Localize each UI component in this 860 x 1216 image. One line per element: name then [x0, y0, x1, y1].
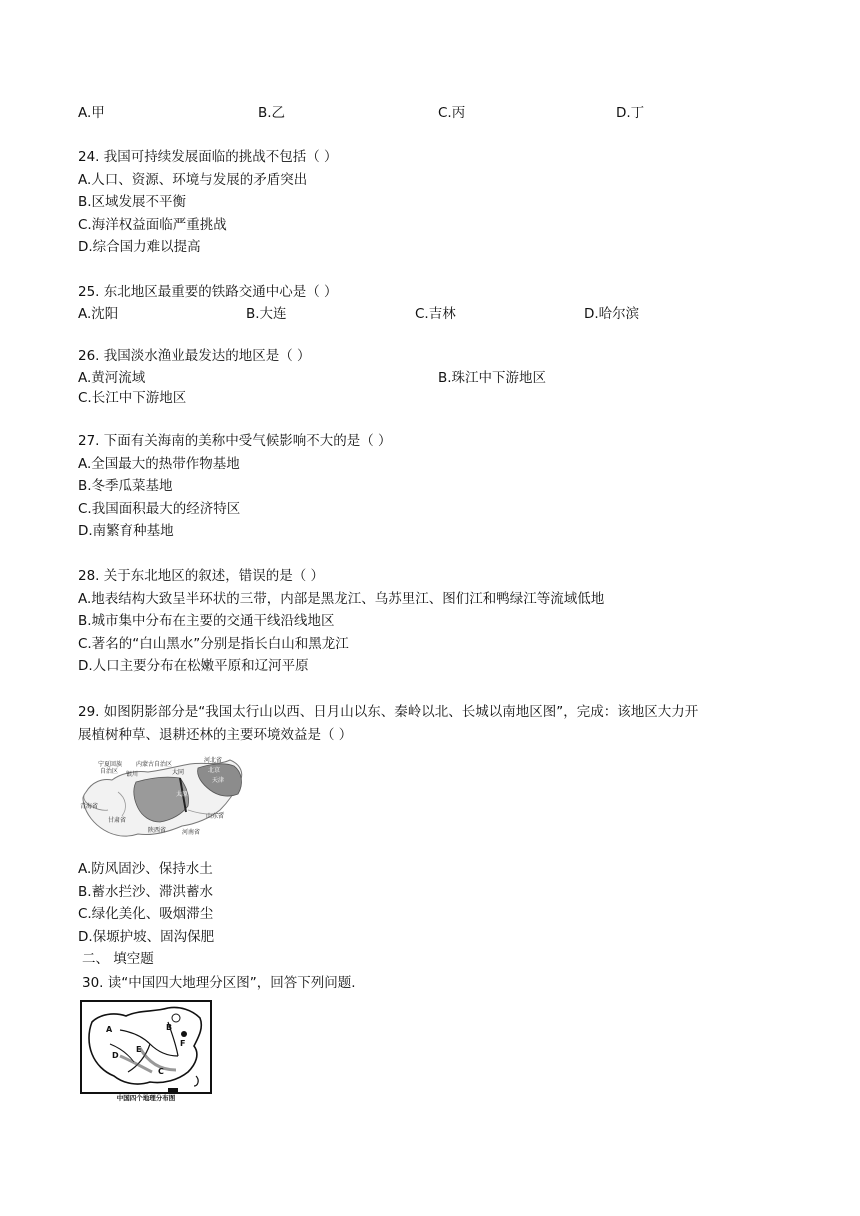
q25-stem: 25. 东北地区最重要的铁路交通中心是（ ）: [78, 284, 338, 300]
q26-stem: 26. 我国淡水渔业最发达的地区是（ ）: [78, 348, 311, 364]
q30-china-regions-map: [80, 1000, 212, 1102]
q29-label-ningxia: 宁夏回族: [98, 761, 123, 768]
q29-label-neimeng: 内蒙古自治区: [136, 761, 173, 768]
q26-option-c: C.长江中下游地区: [78, 390, 187, 406]
q28-stem: 28. 关于东北地区的叙述，错误的是（ ）: [78, 568, 325, 584]
q29-label-henan: 河南省: [182, 829, 201, 836]
q27-option-b: B.冬季瓜菜基地: [78, 478, 173, 494]
q27-option-d: D.南繁育种基地: [78, 523, 174, 539]
q29-option-d: D.保塬护坡、固沟保肥: [78, 929, 215, 945]
q29-option-b: B.蓄水拦沙、滞洪蓄水: [78, 884, 214, 900]
q23-option-b: B.乙: [258, 105, 286, 121]
q29-label-gansu: 甘肃省: [108, 817, 127, 824]
q28-option-b: B.城市集中分布在主要的交通干线沿线地区: [78, 613, 335, 629]
q30-letter-d: D: [112, 1051, 119, 1060]
q25-option-b: B.大连: [246, 306, 287, 322]
q30-letter-e: E: [136, 1045, 142, 1054]
q25-option-a: A.沈阳: [78, 306, 119, 322]
q30-letter-c: C: [158, 1067, 164, 1076]
q24-option-d: D.综合国力难以提高: [78, 239, 201, 255]
q29-label-datong: 大同: [172, 769, 185, 776]
q26-option-b: B.珠江中下游地区: [438, 370, 547, 386]
q29-label-beijing: 北京: [208, 767, 221, 774]
q29-stem-line1: 29. 如图阴影部分是“我国太行山以西、日月山以东、秦岭以北、长城以南地区图”，完成：该地区大力开: [78, 704, 699, 720]
q29-region-map: [78, 752, 253, 847]
q29-label-qinghai: 青海省: [80, 803, 99, 810]
section-fill-in-title: 二、 填空题: [82, 951, 154, 967]
q24-option-a: A.人口、资源、环境与发展的矛盾突出: [78, 172, 308, 188]
q29-label-tianjin: 天津: [212, 777, 225, 784]
q29-label-hebei: 河北省: [204, 757, 223, 764]
q29-label-ningxia2: 自治区: [100, 768, 119, 775]
q27-option-a: A.全国最大的热带作物基地: [78, 456, 240, 472]
q28-option-a: A.地表结构大致呈半环状的三带，内部是黑龙江、乌苏里江、图们江和鸭绿江等流域低地: [78, 591, 605, 607]
q30-letter-a: A: [106, 1025, 113, 1034]
q30-letter-b: B: [166, 1023, 173, 1032]
q29-label-shandong: 山东省: [206, 813, 225, 820]
q23-option-c: C.丙: [438, 105, 466, 121]
q29-label-shanxi: 陕西省: [148, 827, 167, 834]
q27-stem: 27. 下面有关海南的美称中受气候影响不大的是（ ）: [78, 433, 392, 449]
q24-stem: 24. 我国可持续发展面临的挑战不包括（ ）: [78, 149, 338, 165]
q24-option-c: C.海洋权益面临严重挑战: [78, 217, 227, 233]
q29-label-yinchuan: 银川: [126, 771, 139, 778]
q26-option-a: A.黄河流域: [78, 370, 146, 386]
q28-option-c: C.著名的“白山黑水”分别是指长白山和黑龙江: [78, 636, 349, 652]
q30-stem: 30. 读“中国四大地理分区图”，回答下列问题.: [82, 975, 356, 991]
q23-option-a: A.甲: [78, 105, 105, 121]
q28-option-d: D.人口主要分布在松嫩平原和辽河平原: [78, 658, 309, 674]
q25-option-c: C.吉林: [415, 306, 456, 322]
q29-label-taiyuan: 太原: [176, 791, 189, 798]
q23-option-d: D.丁: [616, 105, 645, 121]
q29-option-c: C.绿化美化、吸烟滞尘: [78, 906, 214, 922]
q29-option-a: A.防风固沙、保持水土: [78, 861, 213, 877]
q27-option-c: C.我国面积最大的经济特区: [78, 501, 241, 517]
q29-stem-line2: 展植树种草、退耕还林的主要环境效益是（ ）: [78, 727, 353, 743]
q25-option-d: D.哈尔滨: [584, 306, 640, 322]
q24-option-b: B.区域发展不平衡: [78, 194, 187, 210]
q30-letter-f: F: [180, 1039, 186, 1048]
q30-map-caption: 中国四个地理分布图: [116, 1094, 176, 1102]
